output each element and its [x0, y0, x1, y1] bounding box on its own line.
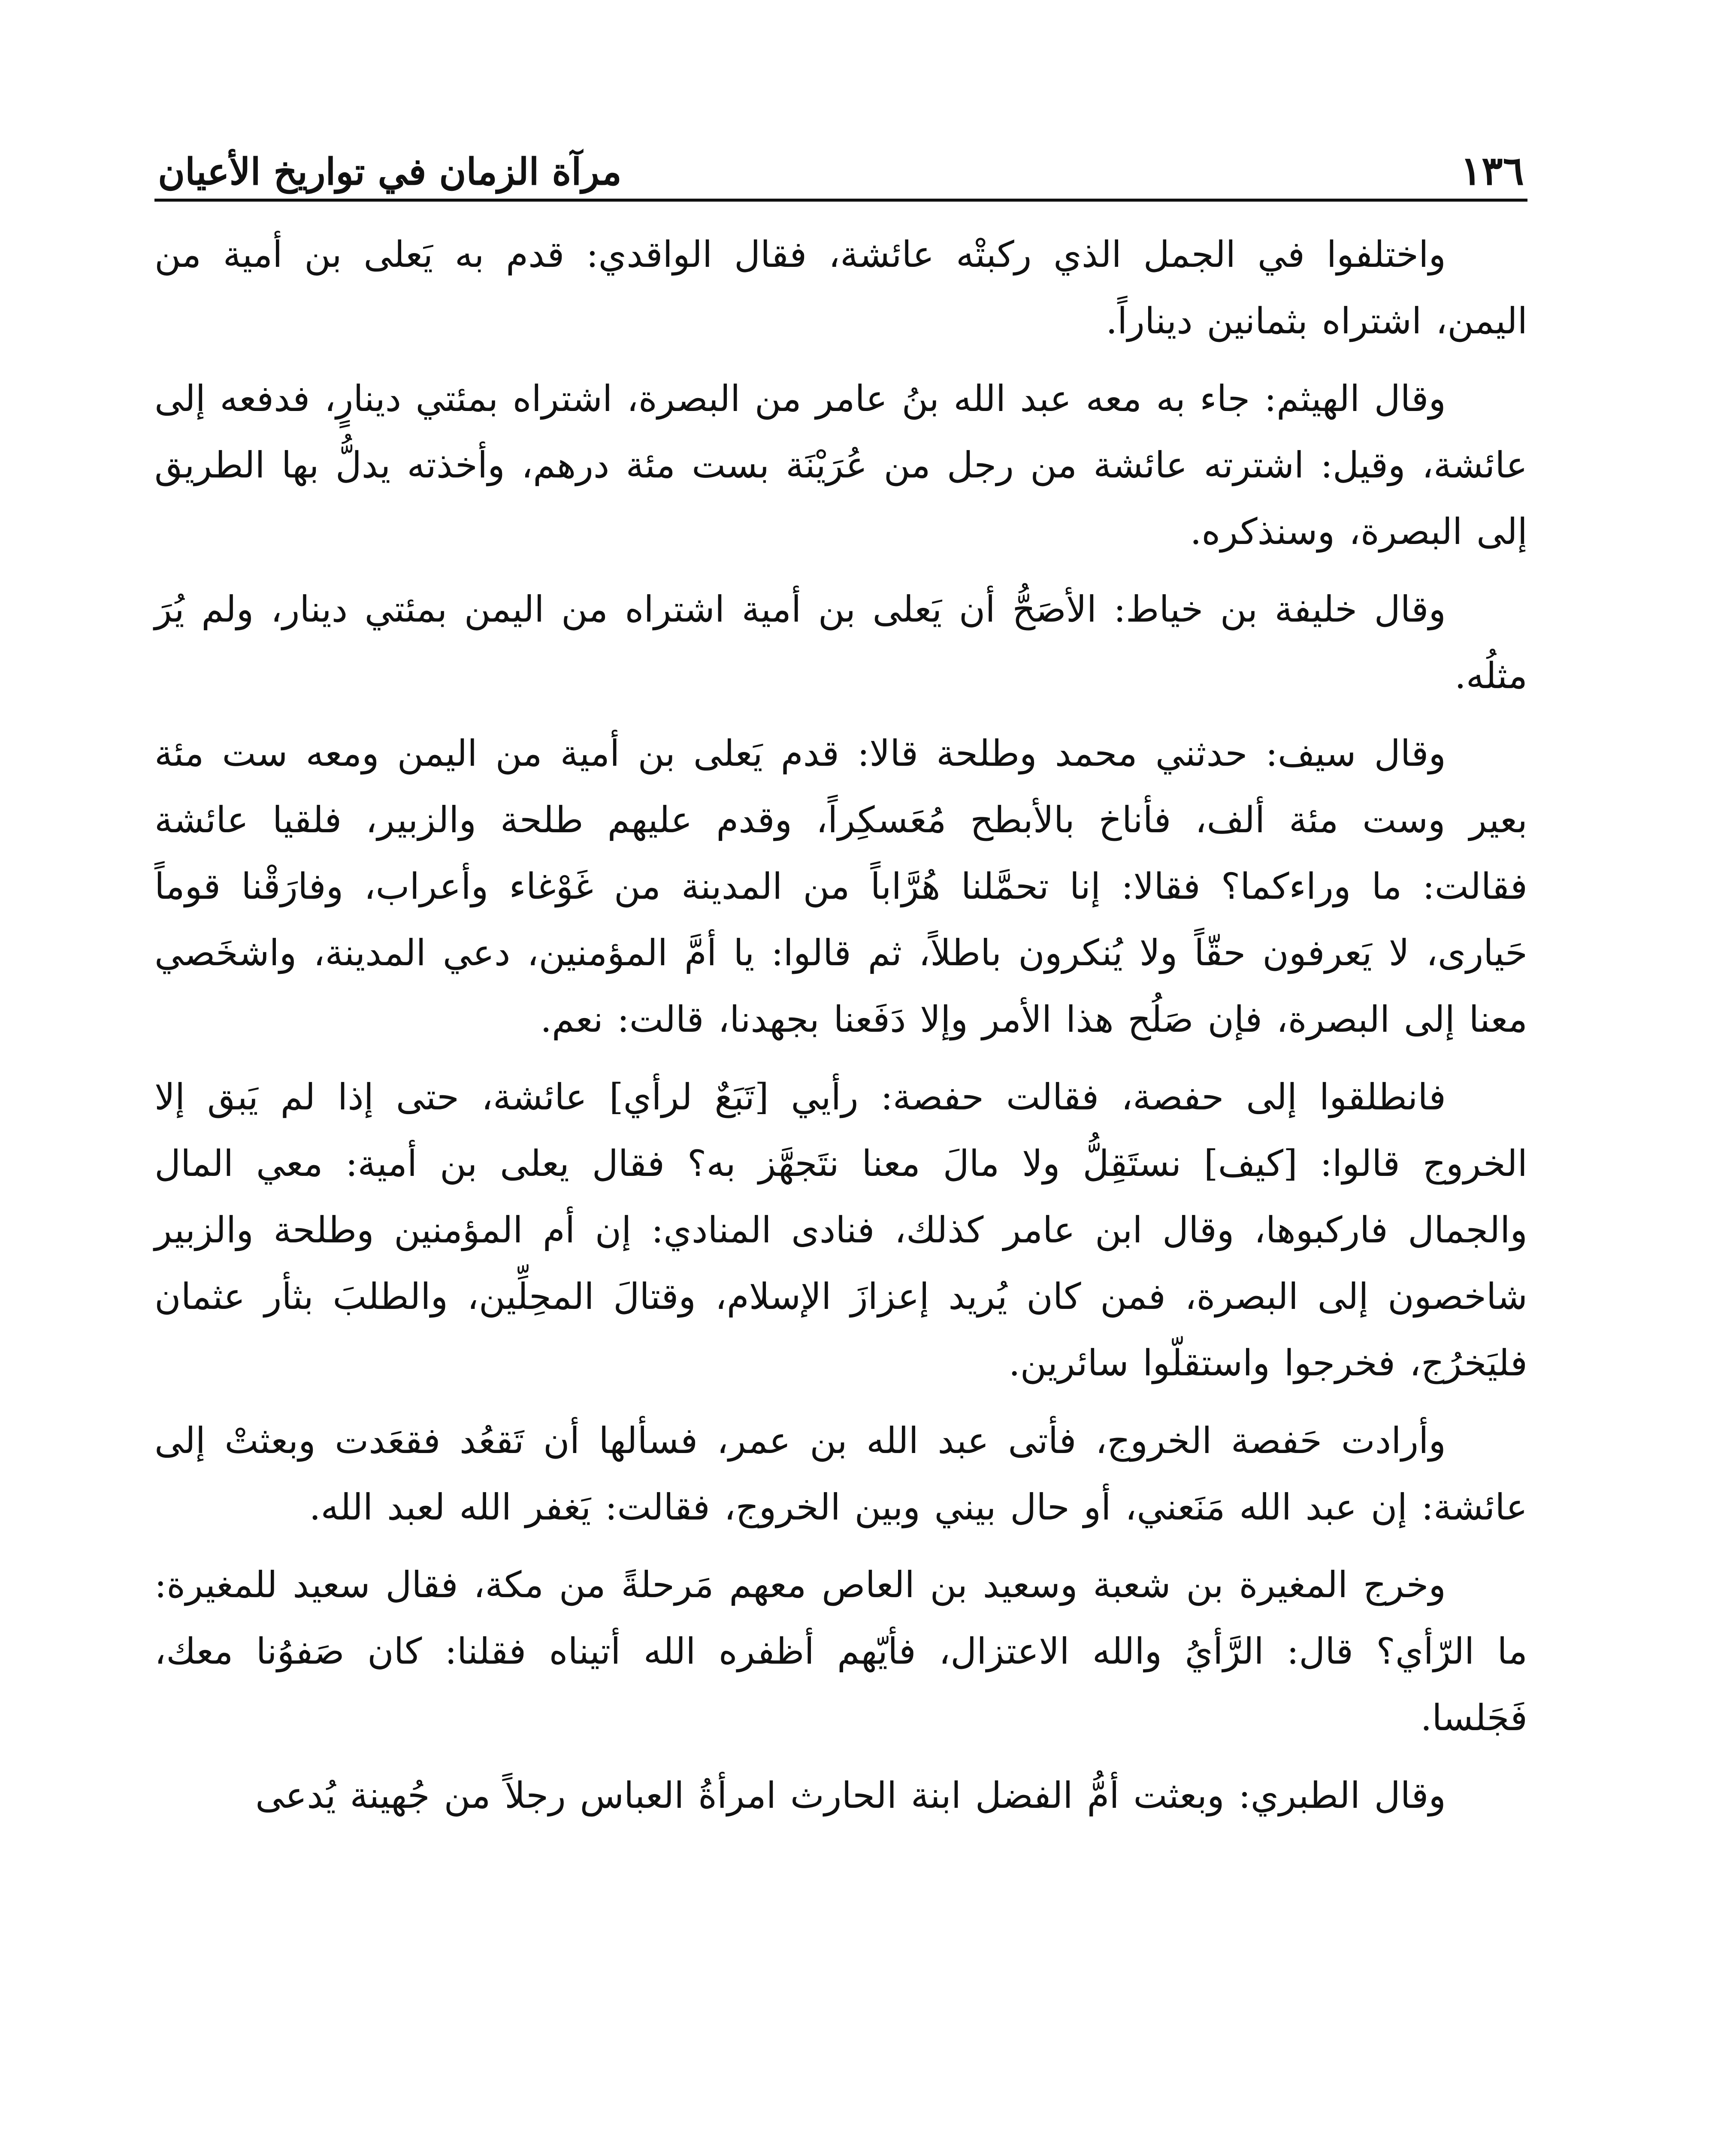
paragraph: وقال الطبري: وبعثت أمُّ الفضل ابنة الحارث امرأةُ العباس رجلاً من جُهينة يُدعى: [255, 1774, 1446, 1816]
body-text: [154, 202, 1527, 1829]
paragraph: وقال الهيثم: جاء به معه عبد الله بنُ عامر من البصرة، اشتراه بمئتي دينارٍ، فدفعه إلى عائشة، وقيل: اشترته عائشة من رجل من عُرَيْنَة بست مئة درهم، وأخذته يدلُّ بها الطريق إلى البصرة، وسنذكره.: [154, 378, 1527, 553]
paragraph: وقال خليفة بن خياط: الأصَحُّ أن يَعلى بن أمية اشتراه من اليمن بمئتي دينار، ولم يُرَ مثلُه.: [154, 588, 1527, 697]
paragraph: وأرادت حَفصة الخروج، فأتى عبد الله بن عمر، فسألها أن تَقعُد فقعَدت وبعثتْ إلى عائشة: إن عبد الله مَنَعني، أو حال بيني وبين الخروج، فقالت: يَغفر الله لعبد الله.: [154, 1420, 1527, 1528]
paragraph: فانطلقوا إلى حفصة، فقالت حفصة: رأيي [تَبَعٌ لرأي] عائشة، حتى إذا لم يَبق إلا الخروج قالوا: [كيف] نستَقِلُّ ولا مالَ معنا نتَجهَّز به؟ فقال يعلى بن أمية: معي المال والجمال فاركبوها، وقال ابن عامر كذلك، فنادى المنادي: إن أم المؤمنين وطلحة والزبير شاخصون إلى البصرة، فمن كان يُريد إعزازَ الإسلام، وقتالَ المحِلِّين، والطلبَ بثأر عثمان فليَخرُج، فخرجوا واستقلّوا سائرين.: [154, 1076, 1527, 1384]
paragraph: واختلفوا في الجمل الذي ركبتْه عائشة، فقال الواقدي: قدم به يَعلى بن أمية من اليمن، اشتراه بثمانين ديناراً.: [154, 233, 1527, 342]
header-divider: [154, 199, 1527, 202]
paragraph: وخرج المغيرة بن شعبة وسعيد بن العاص معهم مَرحلةً من مكة، فقال سعيد للمغيرة: ما الرّأي؟ قال: الرَّأيُ والله الاعتزال، فأيّهم أظفره الله أتيناه فقلنا: كان صَفوُنا معك، فَجَلسا.: [154, 1564, 1527, 1739]
page-number: ١٣٦: [1460, 148, 1524, 194]
paragraph: وقال سيف: حدثني محمد وطلحة قالا: قدم يَعلى بن أمية من اليمن ومعه ست مئة بعير وست مئة ألف، فأناخ بالأبطح مُعَسكِراً، وقدم عليهم طلحة والزبير، فلقيا عائشة فقالت: ما وراءكما؟ فقالا: إنا تحمَّلنا هُرَّاباً من المدينة من غَوْغاء وأعراب، وفارَقْنا قوماً حَيارى، لا يَعرفون حقّاً ولا يُنكرون باطلاً، ثم قالوا: يا أمَّ المؤمنين، دعي المدينة، واشخَصي معنا إلى البصرة، فإن صَلُح هذا الأمر وإلا دَفَعنا بجهدنا، قالت: نعم.: [154, 732, 1527, 1040]
running-title: مرآة الزمان في تواريخ الأعيان: [158, 150, 622, 193]
page-header: [154, 120, 1527, 202]
book-page: [154, 120, 1527, 2145]
